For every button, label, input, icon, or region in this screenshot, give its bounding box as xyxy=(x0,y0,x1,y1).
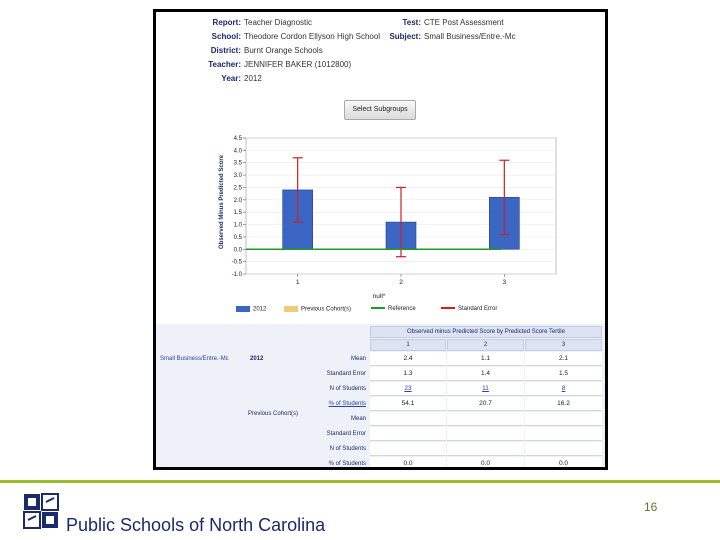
district-label: District: xyxy=(210,46,241,55)
district-value: Burnt Orange Schools xyxy=(244,46,323,55)
y-tick-label: 1.5 xyxy=(233,210,242,217)
col-header-3: 3 xyxy=(525,339,602,351)
x-tick-label: 1 xyxy=(295,279,300,286)
subject-row xyxy=(376,32,516,41)
row-label: N of Students xyxy=(329,386,366,392)
table-cell[interactable]: 8 xyxy=(525,382,602,396)
report-label: Report: xyxy=(212,18,241,27)
school-label: School: xyxy=(211,32,241,41)
table-cell: 2.1 xyxy=(525,352,602,366)
table-cell xyxy=(447,442,524,456)
brand-name: Public Schools of North Carolina xyxy=(66,515,326,535)
dpi-logo-icon xyxy=(22,492,60,532)
test-value: CTE Post Assessment xyxy=(424,18,504,27)
legend-item xyxy=(236,306,266,313)
report-row xyxy=(166,18,312,27)
year-row xyxy=(166,74,262,83)
table-cell xyxy=(370,427,446,441)
x-tick-label: 3 xyxy=(502,279,507,286)
legend-label: Previous Cohort(s) xyxy=(301,306,352,313)
y-tick-label: 4.0 xyxy=(233,148,242,155)
observed-minus-predicted-chart xyxy=(156,132,605,302)
table-cell: 54.1 xyxy=(370,397,446,411)
y-tick-label: -1.0 xyxy=(231,272,242,278)
school-value: Theodore Cordon Ellyson High School xyxy=(244,32,381,41)
row-label: Mean xyxy=(350,416,366,422)
select-subgroups-button[interactable]: Select Subgroups xyxy=(344,100,416,120)
y-tick-label: -0.5 xyxy=(231,259,242,266)
tertile-table xyxy=(156,324,605,467)
row-label: Standard Error xyxy=(326,371,366,377)
prev-cohort-label: Previous Cohort(s) xyxy=(248,411,299,417)
y-axis-label: Observed Minus Predicted Score xyxy=(219,154,225,250)
table-cell xyxy=(447,412,524,426)
subject-value: Small Business/Entre.-Mc xyxy=(424,32,516,41)
y-tick-label: 2.5 xyxy=(233,185,242,192)
table-cell: 20.7 xyxy=(447,397,524,411)
col-header-1: 1 xyxy=(370,339,446,351)
y-tick-label: 0.5 xyxy=(233,234,242,241)
year-label: Year: xyxy=(221,74,241,83)
row-label: % of Students xyxy=(328,461,366,467)
x-tick-label: 2 xyxy=(399,279,403,286)
table-cell xyxy=(447,427,524,441)
y-tick-label: 3.5 xyxy=(233,160,242,167)
screenshot-frame xyxy=(153,9,608,470)
district-row xyxy=(166,46,323,55)
table-cell: 1.1 xyxy=(447,352,524,366)
table-cell: 0.0 xyxy=(525,457,602,467)
y-tick-label: 1.0 xyxy=(233,222,242,229)
report-panel xyxy=(156,12,605,467)
table-cell: 0.0 xyxy=(370,457,446,467)
table-cell: 0.0 xyxy=(447,457,524,467)
table-cell xyxy=(370,442,446,456)
row-label[interactable]: % of Students xyxy=(328,401,366,407)
legend-swatch-icon xyxy=(284,306,298,312)
table-cell: 1.3 xyxy=(370,367,446,381)
table-cell: 16.2 xyxy=(525,397,602,411)
test-row xyxy=(376,18,504,27)
table-cell xyxy=(525,427,602,441)
y-tick-label: 2.0 xyxy=(233,197,242,204)
table-cell: 2.4 xyxy=(370,352,446,366)
table-cell[interactable]: 23 xyxy=(370,382,446,396)
row-label: N of Students xyxy=(329,446,366,452)
group-year: 2012 xyxy=(250,356,264,362)
legend-swatch-icon xyxy=(236,306,250,312)
col-header-2: 2 xyxy=(447,339,524,351)
x-axis-label: null* xyxy=(372,293,386,300)
teacher-row xyxy=(166,60,351,69)
teacher-value: JENNIFER BAKER (1012800) xyxy=(244,60,352,69)
legend-item xyxy=(284,306,351,313)
page-number: 16 xyxy=(644,500,658,514)
legend-line-icon xyxy=(371,307,385,309)
y-tick-label: 3.0 xyxy=(233,173,242,180)
legend-line-icon xyxy=(441,307,455,309)
legend-label: 2012 xyxy=(253,306,267,313)
y-tick-label: 0.0 xyxy=(233,247,242,254)
chart-legend xyxy=(156,304,605,316)
table-cell xyxy=(370,412,446,426)
school-row xyxy=(166,32,380,41)
table-cell: 1.5 xyxy=(525,367,602,381)
subject-label: Subject: xyxy=(389,32,421,41)
y-tick-label: 4.5 xyxy=(233,136,242,142)
year-value: 2012 xyxy=(244,74,262,83)
table-cell[interactable]: 11 xyxy=(447,382,524,396)
footer-divider xyxy=(0,480,720,483)
report-value: Teacher Diagnostic xyxy=(244,18,313,27)
table-cell xyxy=(525,442,602,456)
table-cell: 1.4 xyxy=(447,367,524,381)
group-label[interactable]: Small Business/Entre.-Mc xyxy=(160,356,229,362)
table-title: Observed minus Predicted Score by Predicted Score Tertile xyxy=(370,326,602,338)
row-label: Standard Error xyxy=(326,431,366,437)
test-label: Test: xyxy=(402,18,421,27)
legend-item xyxy=(371,306,416,312)
row-label: Mean xyxy=(350,356,366,362)
legend-label: Standard Error xyxy=(458,306,498,312)
teacher-label: Teacher: xyxy=(208,60,241,69)
legend-item xyxy=(441,306,497,312)
legend-label: Reference xyxy=(388,306,416,312)
table-cell xyxy=(525,412,602,426)
